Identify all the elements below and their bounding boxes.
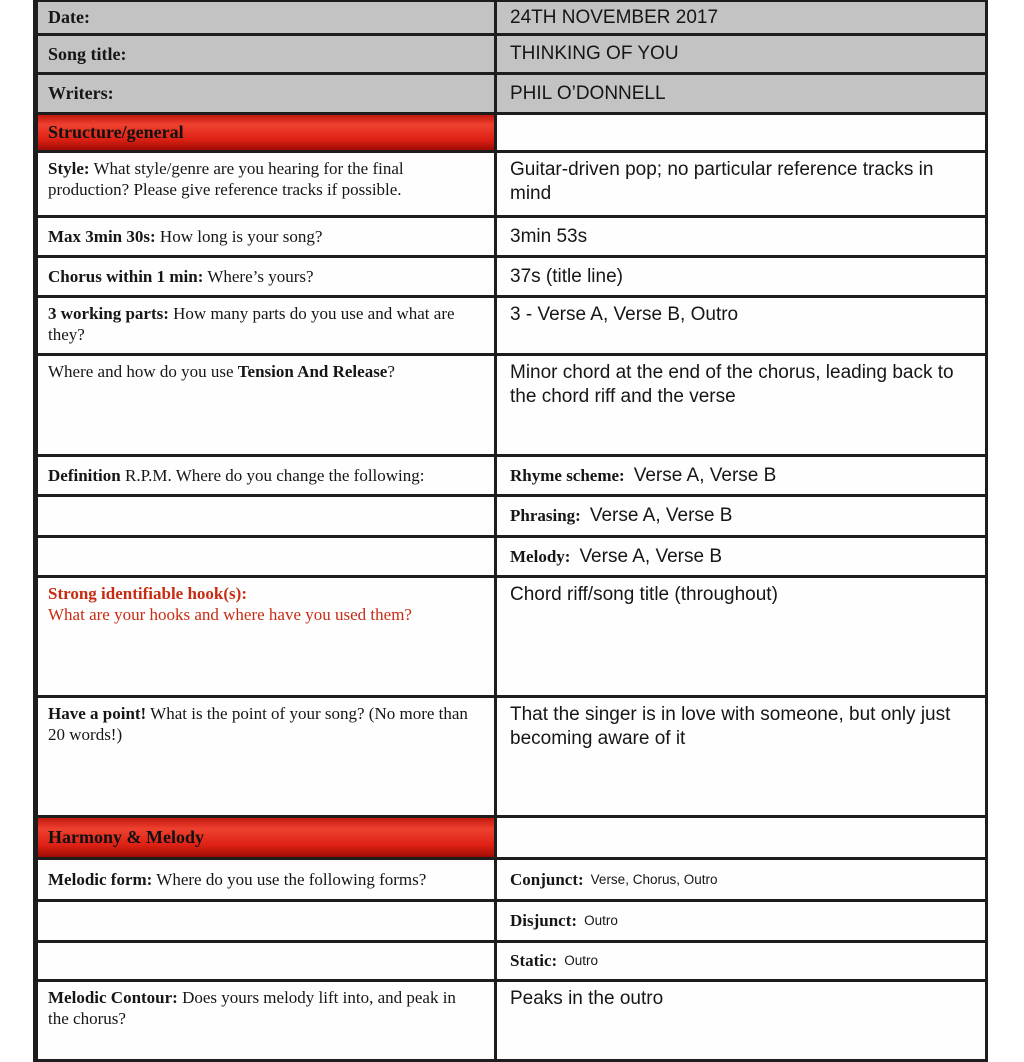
rhyme-scheme-cell xyxy=(497,457,985,494)
max-length-answer: 3min 53s xyxy=(510,225,588,247)
disjunct-value: Outro xyxy=(584,913,618,928)
style-label: Style: xyxy=(48,159,90,178)
point-label: Have a point! xyxy=(48,704,147,723)
melodic-form-empty-cell-2 xyxy=(38,943,497,979)
row-rpm-rhyme-scheme xyxy=(38,457,985,497)
section-title-harmony: Harmony & Melody xyxy=(38,818,497,857)
rpm-label: Definition xyxy=(48,466,121,485)
writers-value: PHIL O’DONNELL xyxy=(497,75,985,112)
section-structure-empty-cell xyxy=(497,115,985,150)
contour-label: Melodic Contour: xyxy=(48,988,178,1007)
row-have-a-point xyxy=(38,698,985,818)
writers-label: Writers: xyxy=(38,75,497,112)
static-cell xyxy=(497,943,985,979)
section-title-structure: Structure/general xyxy=(38,115,497,150)
row-style xyxy=(38,153,985,218)
conjunct-value: Verse, Chorus, Outro xyxy=(590,871,718,887)
melodic-form-question-cell xyxy=(38,860,497,899)
row-melodic-form-disjunct xyxy=(38,902,985,943)
row-melodic-form-static xyxy=(38,943,985,982)
disjunct-cell xyxy=(497,902,985,940)
row-max-length xyxy=(38,218,985,258)
chorus-label: Chorus within 1 min: xyxy=(48,267,204,286)
static-value: Outro xyxy=(564,953,598,968)
chorus-answer: 37s (title line) xyxy=(510,265,623,287)
rpm-question: R.P.M. Where do you change the following: xyxy=(120,466,425,485)
songwriting-worksheet-table xyxy=(33,0,988,1062)
melody-value: Verse A, Verse B xyxy=(579,545,723,567)
static-label: Static: xyxy=(510,951,558,970)
parts-question-cell xyxy=(38,298,497,353)
conjunct-cell xyxy=(497,860,985,899)
rpm-empty-cell-2 xyxy=(38,538,497,575)
rhyme-scheme-value: Verse A, Verse B xyxy=(633,464,777,486)
style-question-cell xyxy=(38,153,497,215)
rpm-question-cell xyxy=(38,457,497,494)
hooks-label: Strong identifiable hook(s): xyxy=(48,584,247,603)
row-melodic-form-conjunct xyxy=(38,860,985,902)
contour-question: Does yours melody lift into, and peak in the chorus? xyxy=(48,988,456,1028)
phrasing-label: Phrasing: xyxy=(510,506,581,525)
row-melodic-contour xyxy=(38,982,985,1062)
date-label: Date: xyxy=(38,2,497,33)
max-length-question-cell xyxy=(38,218,497,255)
tension-question-prefix: Where and how do you use xyxy=(48,362,238,381)
melodic-form-empty-cell-1 xyxy=(38,902,497,940)
row-writers xyxy=(38,75,985,115)
hooks-answer: Chord riff/song title (throughout) xyxy=(510,584,778,605)
melody-label: Melody: xyxy=(510,546,571,566)
disjunct-label: Disjunct: xyxy=(510,911,578,930)
melody-cell xyxy=(497,538,985,575)
row-rpm-melody xyxy=(38,538,985,578)
date-value: 24TH NOVEMBER 2017 xyxy=(497,2,985,33)
tension-label: Tension And Release xyxy=(237,362,388,381)
row-hooks xyxy=(38,578,985,698)
tension-answer: Minor chord at the end of the chorus, leading back to the chord riff and the verse xyxy=(510,362,954,407)
max-length-label: Max 3min 30s: xyxy=(48,227,156,246)
chorus-question-cell xyxy=(38,258,497,295)
song-title-label: Song title: xyxy=(38,36,497,72)
style-answer: Guitar-driven pop; no particular reference tracks in mind xyxy=(510,159,934,204)
contour-answer: Peaks in the outro xyxy=(510,988,664,1009)
hooks-question-cell xyxy=(38,578,497,695)
contour-question-cell xyxy=(38,982,497,1059)
row-chorus-timing xyxy=(38,258,985,298)
point-question-cell xyxy=(38,698,497,815)
style-question: What style/genre are you hearing for the final production? Please give reference tracks if possible. xyxy=(48,159,404,199)
point-answer: That the singer is in love with someone, but only just becoming aware of it xyxy=(510,704,951,749)
row-date xyxy=(38,2,985,36)
rhyme-scheme-label: Rhyme scheme: xyxy=(510,465,625,485)
hooks-question: What are your hooks and where have you used them? xyxy=(48,605,412,624)
row-tension-release xyxy=(38,356,985,457)
chorus-question: Where’s yours? xyxy=(203,267,314,286)
tension-question-suffix: ? xyxy=(387,362,395,381)
row-rpm-phrasing xyxy=(38,497,985,538)
melodic-form-label: Melodic form: xyxy=(48,870,153,889)
parts-answer: 3 - Verse A, Verse B, Outro xyxy=(510,304,739,325)
phrasing-value: Verse A, Verse B xyxy=(589,505,733,526)
parts-label: 3 working parts: xyxy=(48,304,169,323)
tension-question-cell xyxy=(38,356,497,454)
point-question: What is the point of your song? (No more than 20 words!) xyxy=(48,704,468,744)
row-song-title xyxy=(38,36,985,75)
row-section-structure xyxy=(38,115,985,153)
parts-question: How many parts do you use and what are they? xyxy=(48,304,455,344)
row-working-parts xyxy=(38,298,985,356)
phrasing-cell xyxy=(497,497,985,535)
max-length-question: How long is your song? xyxy=(155,227,323,246)
row-section-harmony xyxy=(38,818,985,860)
rpm-empty-cell-1 xyxy=(38,497,497,535)
section-harmony-empty-cell xyxy=(497,818,985,857)
conjunct-label: Conjunct: xyxy=(510,869,584,889)
melodic-form-question: Where do you use the following forms? xyxy=(152,870,427,889)
song-title-value: THINKING OF YOU xyxy=(497,36,985,72)
